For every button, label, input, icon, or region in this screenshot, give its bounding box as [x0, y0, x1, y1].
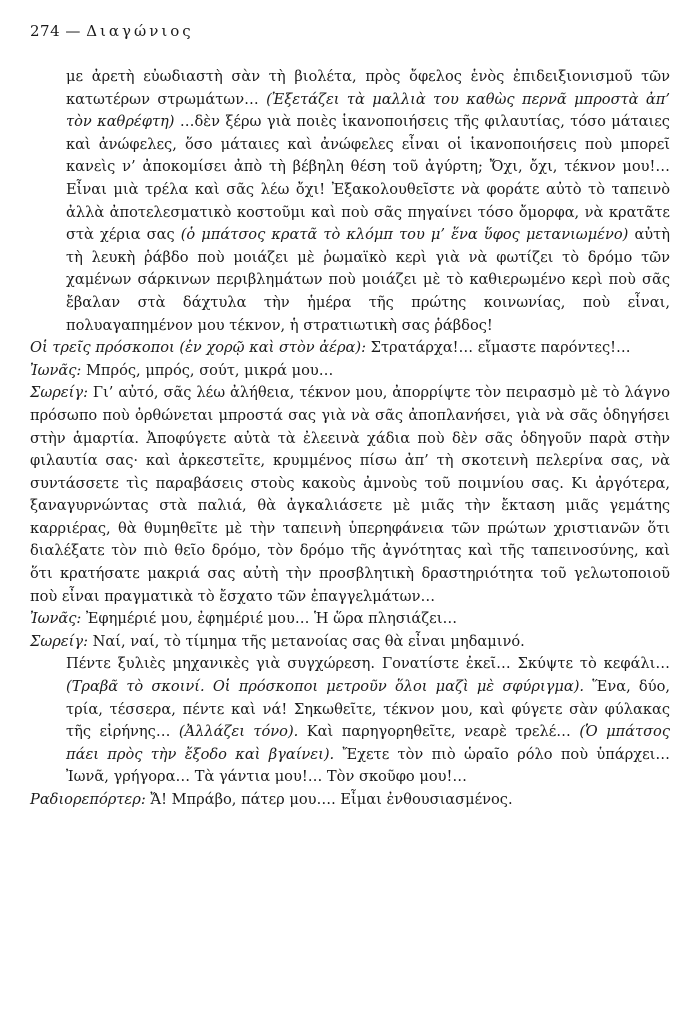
- dialogue-line: [30, 608, 670, 631]
- dialogue-line: [30, 382, 670, 608]
- paragraph-continuation: με ἀρετὴ εὐωδιαστὴ σὰν τὴ βιολέτα, πρὸς ὄφελος ἑνὸς ἐπιδειξιονισμοῦ τῶν κατωτέρων στρωμάτων… (Ἐξετάζει τὰ μαλλιὰ του καθὼς περνᾶ μπροστὰ ἀπ’ τὸν καθρέφτη) …δὲν ξέρω γιὰ ποιὲς ἱκανοποιήσεις τῆς φιλαυτίας, τόσο μάταιες καὶ ἀνώφελες, ὅσο μάταιες καὶ ἀνώφελες εἶναι οἱ ἱκανοποιήσεις ποὺ μπορεῖ κανεὶς ν’ ἀποκομίσει ἀπὸ τὴ βέβηλη θέση τοῦ ἀγύρτη; Ὄχι, ὄχι, τέκνον μου!… Εἶναι μιὰ τρέλα καὶ σᾶς λέω ὄχι! Ἐξακολουθεῖστε νὰ φοράτε αὐτὸ τὸ ταπεινὸ ἀλλὰ ἀποτελεσματικὸ κοστοῦμι καὶ ποὺ σᾶς πηγαίνει τόσο ὄμορφα, νὰ κρατᾶτε στὰ χέρια σας (ὁ μπάτσος κρατᾶ τὸ κλόμπ του μ’ ἕνα ὕφος μετανιωμένο) αὐτὴ τὴ λευκὴ ῥάβδο ποὺ μοιάζει μὲ ῥωμαϊκὸ κερὶ γιὰ νὰ φωτίζει τὸ δρόμο τῶν χαμένων σάρκινων περιβλημάτων ποὺ μοιάζει μὲ τὸ καθιερωμένο κερὶ ποὺ σᾶς ἔβαλαν στὰ δάχτυλα τὴν ἡμέρα τῆς πρώτης κοινωνίας, ποὺ εἶναι, πολυαγαπημένον μου τέκνον, ἡ στρατιωτικὴ σας ῥάβδος!: [66, 68, 671, 334]
- header-dash: —: [60, 22, 87, 40]
- dialogue-text: Ναί, ναί, τὸ τίμημα τῆς μετανοίας σας θὰ εἶναι μηδαμινό.: [88, 632, 525, 650]
- stage-direction: (Ἐξετάζει τὰ μαλλιὰ του καθὼς περνᾶ μπροστὰ ἀπ’ τὸν καθρέφτη): [66, 90, 670, 131]
- dialogue-text: Στρατάρχα!… εἴμαστε παρόντες!…: [366, 339, 631, 357]
- dialogue-line: [30, 360, 670, 383]
- running-header: [30, 22, 194, 40]
- stage-direction: (ἐν χορῷ καὶ στὸν ἀέρα):: [174, 339, 367, 357]
- dialogue-continuation: Πέντε ξυλιὲς μηχανικὲς γιὰ συγχώρεση. Γονατίστε ἐκεῖ… Σκύψτε τὸ κεφάλι… (Τραβᾶ τὸ σκοινί. Οἱ πρόσκοποι μετροῦν ὅλοι μαζὶ μὲ σφύριγμα). Ἕνα, δύο, τρία, τέσσερα, πέντε καὶ νά! Σηκωθεῖτε, τέκνον μου, καὶ φύγετε σὰν φύλακας τῆς εἰρήνης… (Ἀλλάζει τόνο). Καὶ παρηγορηθεῖτε, νεαρὲ τρελέ… (Ὁ μπάτσος πάει πρὸς τὴν ἔξοδο καὶ βγαίνει). Ἔχετε τὸν πιὸ ὡραῖο ρόλο ποὺ ὑπάρχει… Ἰωνᾶ, γρήγορα… Τὰ γάντια μου!… Τὸν σκοῦφο μου!…: [66, 655, 671, 786]
- dialogue-line: [30, 631, 670, 789]
- speaker-name: Σωρείγ:: [30, 384, 88, 402]
- book-title: Διαγώνιος: [86, 22, 194, 40]
- dialogue-text: Μπρός, μπρός, σούτ, μικρά μου…: [81, 361, 334, 379]
- dialogue-line: [30, 337, 670, 360]
- dialogue-text: Γι’ αὐτό, σᾶς λέω ἀλήθεια, τέκνον μου, ἀπορρίψτε τὸν πειρασμὸ μὲ τὸ λάγνο πρόσωπο ποὺ ὀρθώνεται μπροστά σας γιὰ νὰ σᾶς ἀποπλανήσει, γιὰ νὰ σᾶς ὁδηγήσει στὴν ἁμαρτία. Ἀποφύγετε αὐτὰ τὰ ἐλεεινὰ χάδια ποὺ δὲν σᾶς ὁδηγοῦν παρὰ στὴν φιλαυτία σας· καὶ ἀρκεστεῖτε, κρυμμένος πίσω ἀπ’ τὴ σκοτεινὴ πελερίνα σας, νὰ συντάσσετε τὶς παραβάσεις στοὺς κακοὺς ἀμνοὺς τοῦ ποιμνίου σας. Κι ἀργότερα, ξαναγυρνώντας στὰ παλιά, θὰ ἀγκαλιάσετε μὲ μιᾶς τὴν ἔκταση μιᾶς γεμάτης καρριέρας, θὰ θυμηθεῖτε μὲ τὴν ταπεινὴ ὑπερηφάνεια τῶν πρώτων χριστιανῶν ὅτι διαλέξατε τὸν πιὸ θεῖο δρόμο, τὸν δρόμο τῆς ἀγνότητας καὶ τῆς ταπεινοσύνης, καὶ ὅτι κρατήσατε μακριά σας αὐτὴ τὴν προσβλητικὴ δραστηριότητα τοῦ γελωτοποιοῦ ποὺ εἶναι πραγματικὰ τὸ ἔσχατο τῶν ἐπαγγελμάτων…: [30, 384, 670, 605]
- speaker-name: Οἱ τρεῖς πρόσκοποι: [30, 339, 175, 357]
- speaker-name: Σωρείγ:: [30, 632, 88, 650]
- speaker-name: Ἰωνᾶς:: [30, 610, 82, 628]
- dialogue-text: Ἄ! Μπράβο, πάτερ μου…. Εἶμαι ἐνθουσιασμένος.: [145, 791, 513, 808]
- page-body: [30, 66, 670, 812]
- speaker-name: Ἰωνᾶς:: [30, 361, 82, 379]
- dialogue-text: Ἐφημέριέ μου, ἐφημέριέ μου… Ἡ ὥρα πλησιάζει…: [81, 610, 458, 628]
- page-number: 274: [30, 22, 61, 40]
- stage-direction: (ὁ μπάτσος κρατᾶ τὸ κλόμπ του μ’ ἕνα ὕφος μετανιωμένο): [180, 226, 629, 244]
- speaker-name: Ραδιορεπόρτερ:: [30, 791, 146, 808]
- stage-direction: (Ὁ μπάτσος πάει πρὸς τὴν ἔξοδο καὶ βγαίνει).: [66, 723, 671, 763]
- dialogue-line: [30, 789, 670, 812]
- stage-direction: (Ἀλλάζει τόνο).: [178, 723, 299, 741]
- stage-direction: (Τραβᾶ τὸ σκοινί. Οἱ πρόσκοποι μετροῦν ὅλοι μαζὶ μὲ σφύριγμα).: [66, 678, 585, 696]
